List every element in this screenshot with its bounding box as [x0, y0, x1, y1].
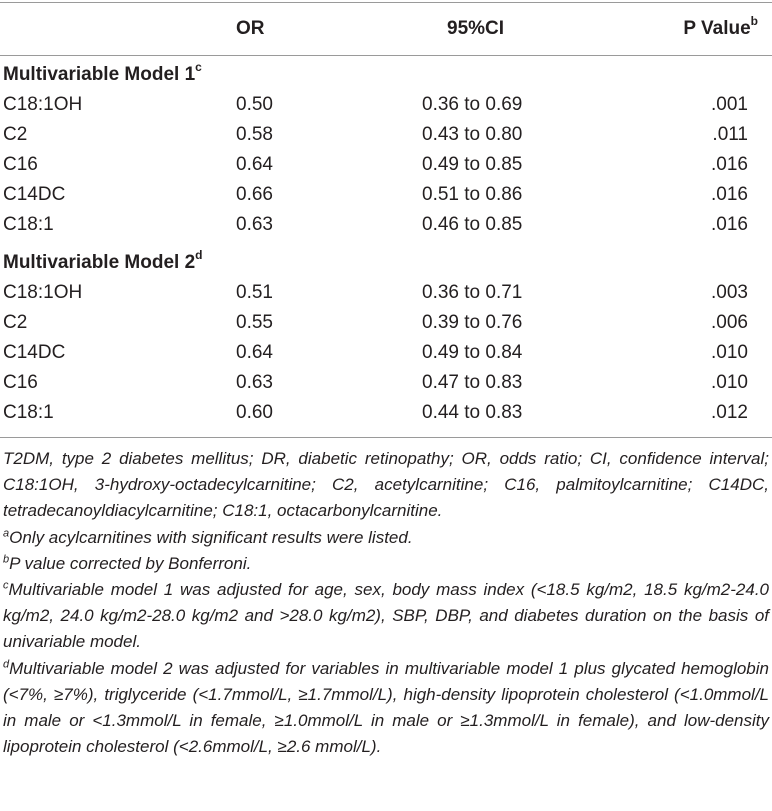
cell-p: .001	[711, 94, 748, 115]
table-row	[0, 210, 772, 240]
cell-or: 0.60	[236, 402, 273, 423]
cell-name: C14DC	[3, 184, 66, 205]
top-rule	[0, 2, 772, 3]
cell-ci: 0.49 to 0.85	[422, 154, 523, 175]
cell-name: C16	[3, 154, 38, 175]
cell-name: C2	[3, 312, 28, 333]
table-row	[0, 180, 772, 210]
cell-or: 0.58	[236, 124, 273, 145]
cell-or: 0.64	[236, 342, 273, 363]
table-row	[0, 90, 772, 120]
cell-p: .016	[711, 154, 748, 175]
table-row	[0, 150, 772, 180]
cell-p: .011	[712, 124, 748, 145]
cell-or: 0.55	[236, 312, 273, 333]
table-row	[0, 120, 772, 150]
cell-ci: 0.44 to 0.83	[422, 402, 523, 423]
cell-p: .016	[711, 214, 748, 235]
cell-name: C2	[3, 124, 28, 145]
cell-ci: 0.43 to 0.80	[422, 124, 523, 145]
table-row	[0, 338, 772, 368]
cell-or: 0.64	[236, 154, 273, 175]
cell-p: .010	[711, 372, 748, 393]
table-row	[0, 308, 772, 338]
table-row	[0, 368, 772, 398]
cell-or: 0.50	[236, 94, 273, 115]
footnote-a: $^a$Only acylcarnitines with significant results were listed.	[3, 526, 413, 547]
cell-ci: 0.47 to 0.83	[422, 372, 523, 393]
header-or: OR	[236, 18, 265, 39]
cell-name: C16	[3, 372, 38, 393]
table-row	[0, 278, 772, 308]
cell-or: 0.63	[236, 214, 273, 235]
cell-p: .010	[711, 342, 748, 363]
cell-p: .012	[711, 402, 748, 423]
cell-or: 0.63	[236, 372, 273, 393]
cell-or: 0.51	[236, 282, 273, 303]
header-rule	[0, 55, 772, 56]
footnote-c: $^c$Multivariable model 1 was adjusted for age, sex, body mass index (<18.5 kg/m2, 18.5 kg/m2-24.0 kg/m2, 24.0 kg/m2-28.0 kg/m2 and >28.0 kg/m2), SBP, DBP, and diabetes duration on the basis of univariable model.	[3, 579, 769, 652]
section-title-model-2: Multivariable Model 2$^d$	[3, 247, 203, 273]
cell-ci: 0.51 to 0.86	[422, 184, 523, 205]
cell-or: 0.66	[236, 184, 273, 205]
table-footnotes	[3, 446, 769, 760]
cell-p: .016	[711, 184, 748, 205]
cell-name: C14DC	[3, 342, 66, 363]
cell-ci: 0.36 to 0.71	[422, 282, 523, 303]
footnote-d: $^d$Multivariable model 2 was adjusted for variables in multivariable model 1 plus glycated hemoglobin (<7%, ≥7%), triglyceride (<1.7mmol/L, ≥1.7mmol/L), high-density lipoprotein cholesterol (<1.0mmol/L in male or <1.3mmol/L in female, ≥1.0mmol/L in male or ≥1.3mmol/L in female), and low-density lipoprotein cholesterol (<2.6mmol/L, ≥2.6 mmol/L).	[3, 657, 769, 757]
header-ci: 95%CI	[447, 18, 505, 39]
table-row	[0, 398, 772, 428]
cell-name: C18:1OH	[3, 282, 83, 303]
cell-ci: 0.39 to 0.76	[422, 312, 523, 333]
footnote-abbreviations: T2DM, type 2 diabetes mellitus; DR, diabetic retinopathy; OR, odds ratio; CI, confidence interval; C18:1OH, 3-hydroxy-octadecylcarnitine; C2, acetylcarnitine; C16, palmitoylcarnitine; C14DC, tetradecanoyldiacylcarnitine; C18:1, octacarbonylcarnitine.	[3, 449, 769, 521]
section-title-model-1: Multivariable Model 1$^c$	[3, 59, 202, 85]
cell-name: C18:1	[3, 402, 54, 423]
cell-ci: 0.46 to 0.85	[422, 214, 523, 235]
cell-p: .006	[711, 312, 748, 333]
bottom-rule	[0, 437, 772, 438]
cell-name: C18:1	[3, 214, 54, 235]
cell-name: C18:1OH	[3, 94, 83, 115]
cell-ci: 0.36 to 0.69	[422, 94, 523, 115]
cell-ci: 0.49 to 0.84	[422, 342, 523, 363]
header-p-value: P Value$^b$	[683, 13, 758, 39]
footnote-b: $^b$P value corrected by Bonferroni.	[3, 553, 252, 573]
cell-p: .003	[711, 282, 748, 303]
